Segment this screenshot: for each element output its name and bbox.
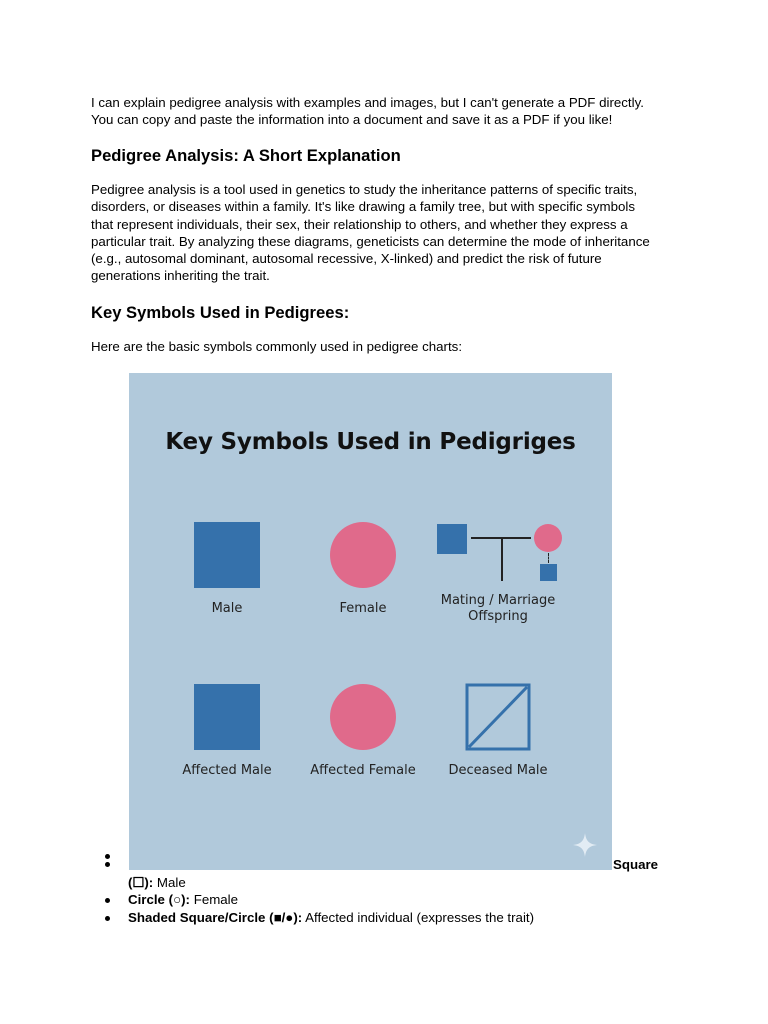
square-symbol: (☐): [128,875,154,890]
bullet-dot [105,862,110,867]
circle-desc: Female [190,892,239,907]
explanation-line: generations inheriting the trait. [91,268,270,284]
mating-male-square [437,524,467,554]
section-heading-explanation: Pedigree Analysis: A Short Explanation [91,146,401,165]
female-label: Female [339,601,387,616]
list-item-square [128,875,186,891]
pedigree-symbols-figure [129,373,612,870]
bullet-dot [105,898,110,903]
female-circle-symbol [330,522,396,588]
affected-female-circle [330,684,396,750]
explanation-line: Pedigree analysis is a tool used in genetics to study the inheritance patterns of specific traits, [91,182,638,197]
symbols-intro-text: Here are the basic symbols commonly used in pedigree charts: [91,339,463,354]
explanation-line: that represent individuals, their sex, their relationship to others, and whether they express a [91,216,628,232]
explanation-line: (e.g., autosomal dominant, autosomal recessive, X-linked) and predict the risk of future [91,251,602,267]
descent-line [501,537,503,581]
shaded-term: Shaded Square/Circle (■/●): [128,910,303,925]
mating-female-circle [534,524,562,552]
shaded-desc: Affected individual (expresses the trait) [302,910,535,925]
figure-title: Key Symbols Used in Pedigriges [165,429,576,455]
bullet-dot [105,916,110,921]
circle-term: Circle [128,892,165,907]
square-desc: Male [153,875,186,890]
explanation-line: disorders, or diseases within a family. It's like drawing a family tree, but with specific symbols [91,199,635,215]
deceased-male-symbol [465,683,531,751]
list-item-shaded [128,910,534,925]
square-term: Square [613,857,659,872]
offspring-line [548,553,549,563]
symbols-intro [91,338,681,355]
offspring-square [540,564,557,581]
affected-female-label: Affected Female [310,763,416,778]
bullet-dot [105,854,110,859]
male-label: Male [211,601,243,616]
explanation-paragraph [91,181,681,285]
section-heading-symbols: Key Symbols Used in Pedigrees: [91,303,350,322]
affected-male-square [194,684,260,750]
intro-paragraph [91,94,691,129]
mating-label-line-2: Offspring [468,609,528,624]
intro-line-1: I can explain pedigree analysis with examples and images, but I can't generate a PDF directly. [91,95,644,110]
list-item-circle [128,892,238,907]
deceased-male-label: Deceased Male [448,763,548,778]
sparkle-icon [573,833,597,857]
male-square-symbol [194,522,260,588]
circle-symbol: (○): [168,892,190,907]
affected-male-label: Affected Male [182,763,272,778]
mating-label-line-1: Mating / Marriage [440,593,556,608]
mating-label [429,593,567,625]
intro-line-2: You can copy and paste the information into a document and save it as a PDF if you like! [91,112,613,128]
explanation-line: particular trait. By analyzing these diagrams, geneticists can determine the mode of inheritance [91,233,650,249]
